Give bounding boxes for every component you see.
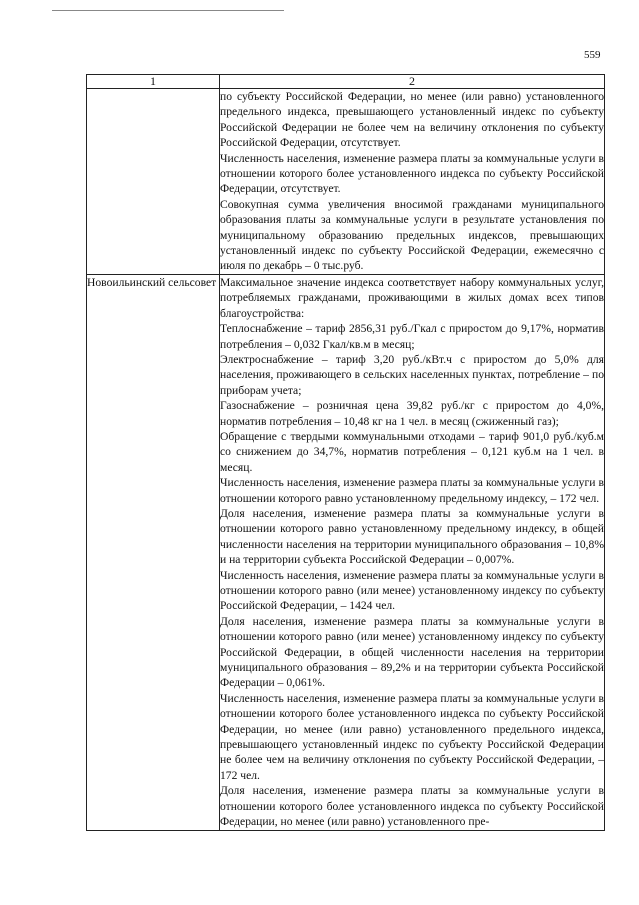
municipality-name [87,89,220,275]
table-row [87,274,605,830]
paragraph: Электроснабжение – тариф 3,20 руб./кВт.ч с приростом до 5,0% для населения, проживающего в сельских населенных пунктах, потребление – по приборам учета; [220,352,604,397]
column-header-2: 2 [220,75,605,89]
municipality-name: Новоильинский сельсовет [87,274,220,830]
document-table [86,74,605,831]
paragraph: Газоснабжение – розничная цена 39,82 руб./кг с приростом до 4,0%, норматив потребления – 10,48 кг на 1 чел. в месяц (сжиженный газ); [220,399,604,428]
paragraph: Доля населения, изменение размера платы за коммунальные услуги в отношении которого более установленного индекса по субъекту Российской Федерации, но менее (или равно) установленного пре- [220,784,604,829]
description-cell [220,89,605,275]
page-number: 559 [584,49,601,61]
paragraph: Численность населения, изменение размера платы за коммунальные услуги в отношении которого более установленного индекса по субъекту Российской Федерации, но менее (или равно) установленного предельного индекса, превышающего установленный индекс по субъекту Российской Федерации не более чем на величину отклонения по субъекту Российской Федерации, – 172 чел. [220,691,604,782]
description-cell [220,274,605,830]
paragraph: Доля населения, изменение размера платы за коммунальные услуги в отношении которого равно установленному предельному индексу, в общей численности населения на территории муниципального образования – 10,8% и на территории субъекта Российской Федерации – 0,007%. [220,506,604,567]
paragraph: Обращение с твердыми коммунальными отходами – тариф 901,0 руб./куб.м со снижением до 34,7%, норматив потребления – 0,121 куб.м на 1 чел. в месяц. [220,429,604,474]
table-row [87,89,605,275]
paragraph: Теплоснабжение – тариф 2856,31 руб./Гкал с приростом до 9,17%, норматив потребления – 0,032 Гкал/кв.м в месяц; [220,322,604,351]
paragraph: Численность населения, изменение размера платы за коммунальные услуги в отношении которого равно установленному предельному индексу, – 172 чел. [220,476,604,505]
paragraph: Совокупная сумма увеличения вносимой гражданами муниципального образования платы за коммунальные услуги в результате установления по муниципальному образованию предельных индексов, превышающих установленный индекс по субъекту Российской Федерации, ежемесячно с июля по декабрь – 0 тыс.руб. [220,197,604,273]
top-rule [52,10,284,11]
column-header-1: 1 [87,75,220,89]
paragraph: Доля населения, изменение размера платы за коммунальные услуги в отношении которого равно (или менее) установленному индексу по субъекту Российской Федерации, в общей численности населения на территории муниципального образования – 89,2% и на территории субъекта Российской Федерации – 0,061%. [220,614,604,690]
paragraph: Численность населения, изменение размера платы за коммунальные услуги в отношении которого более установленного индекса по субъекту Российской Федерации, отсутствует. [220,151,604,196]
paragraph: по субъекту Российской Федерации, но менее (или равно) установленного предельного индекса, превышающего установленный индекс по субъекту Российской Федерации не более чем на величину отклонения по субъекту Российской Федерации, отсутствует. [220,90,604,150]
table-header-row [87,75,605,89]
paragraph: Максимальное значение индекса соответствует набору коммунальных услуг, потребляемых гражданами, проживающими в жилых домах всех типов благоустройства: [220,275,604,320]
paragraph: Численность населения, изменение размера платы за коммунальные услуги в отношении которого равно (или менее) установленному индексу по субъекту Российской Федерации, – 1424 чел. [220,568,604,613]
